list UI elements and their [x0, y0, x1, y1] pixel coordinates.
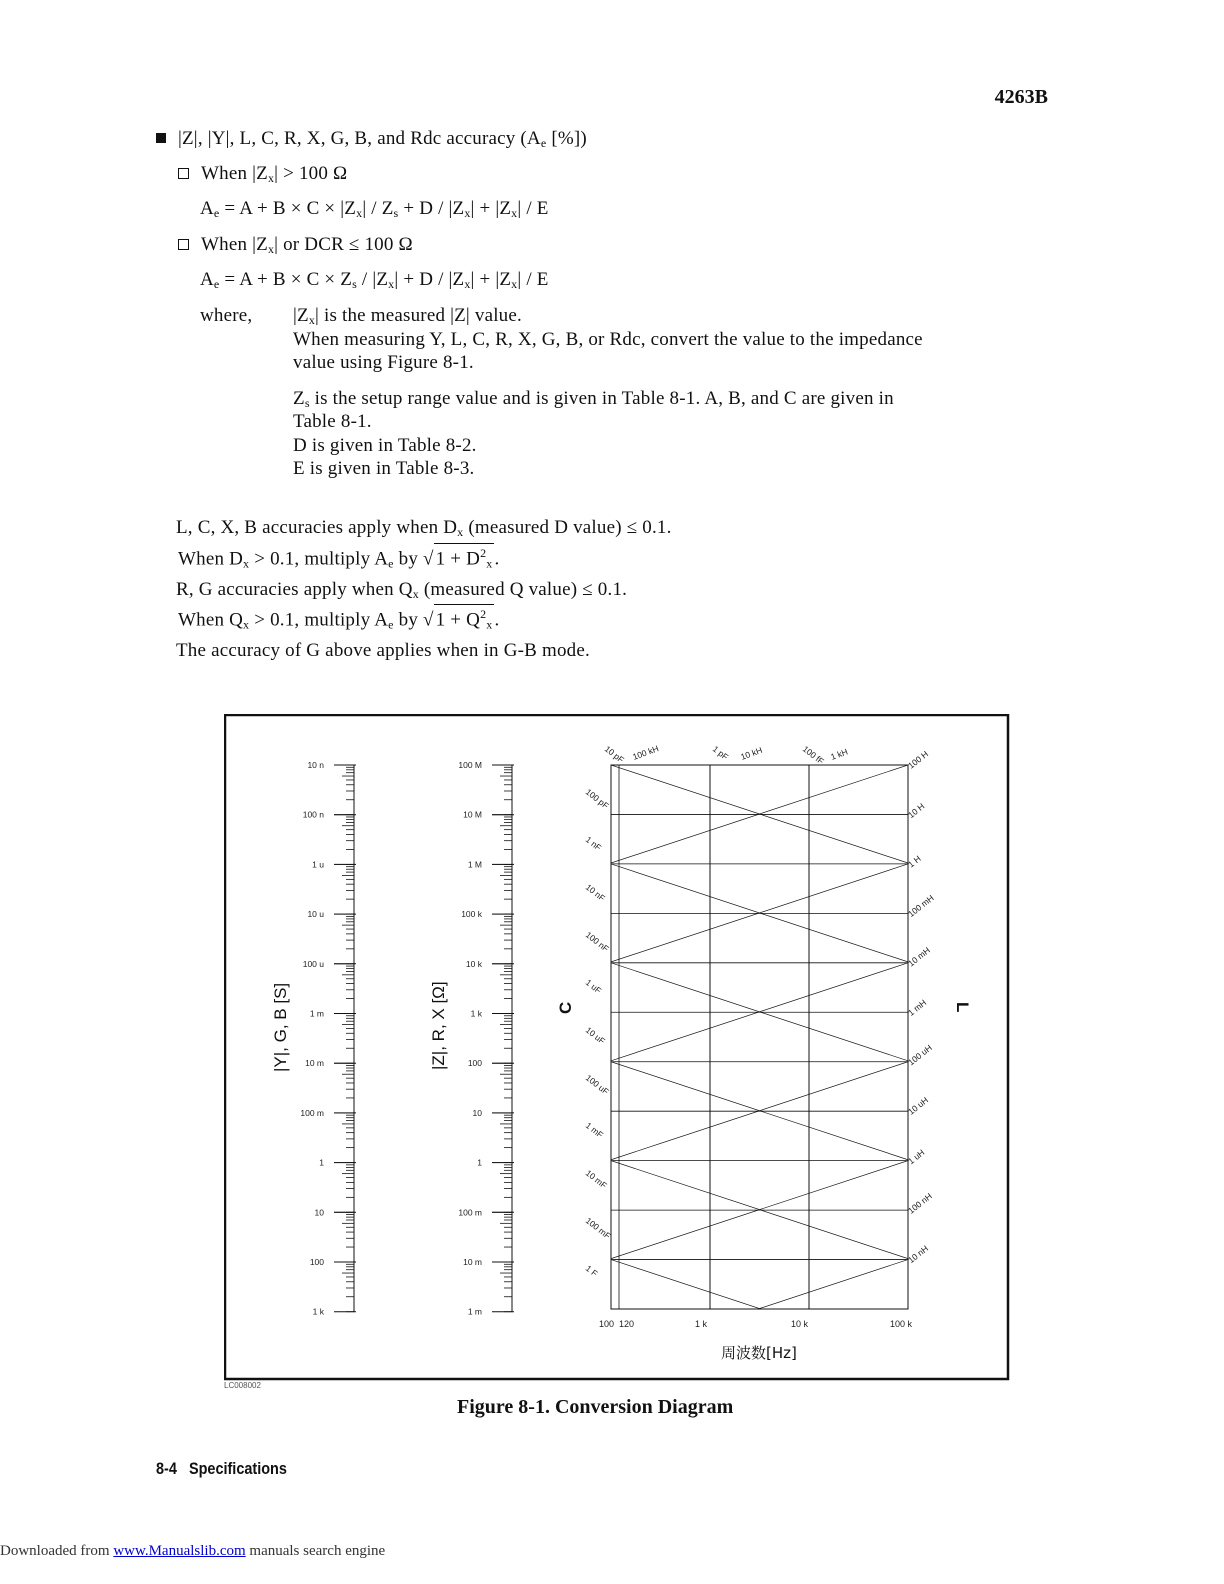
where-line-4: $Z_s$ is the setup range value and is given in Table 8-1. A, B, and C are given in	[293, 388, 894, 410]
note-d-multiply: When $D_x > 0.1$, multiply $A_e$ by √ $1 + D^2_x$ .	[178, 543, 499, 572]
where-line-1: $|Z_x|$ is the measured |Z| value.	[293, 305, 522, 327]
admittance-label: 100 m	[300, 1107, 324, 1118]
inductance-label: 100 uH	[906, 1042, 934, 1068]
sqrt-icon: √	[422, 548, 434, 570]
c-axis-label: C	[556, 1001, 575, 1014]
impedance-label: 10 M	[463, 809, 482, 820]
case-1: When $|Z_x| > 100$ Ω	[178, 163, 347, 186]
capacitance-label: 1 F	[583, 1263, 600, 1279]
admittance-scale	[300, 760, 356, 1317]
impedance-label: 10 k	[465, 958, 482, 969]
where-line-5: Table 8-1.	[293, 411, 372, 432]
where-label: where,	[200, 305, 253, 326]
inductance-label: 10 nH	[906, 1243, 931, 1266]
capacitance-label: 100 uF	[583, 1072, 611, 1097]
capacitance-label: 10 nF	[583, 881, 608, 904]
admittance-label: 1	[319, 1157, 324, 1168]
frequency-tick-label: 100 k	[890, 1319, 913, 1329]
impedance-label: 1 k	[470, 1008, 482, 1019]
frequency-tick-label: 120	[619, 1319, 635, 1329]
capacitance-top-label: 10 pF	[602, 743, 627, 765]
note-rg: R, G accuracies apply when $Q_x$ (measured Q value) ≤ 0.1.	[176, 579, 628, 601]
where-line-3: value using Figure 8-1.	[293, 352, 474, 373]
admittance-label: 10 m	[305, 1058, 324, 1069]
frequency-label: 周波数[Hz]	[721, 1344, 797, 1362]
impedance-label: 10	[472, 1107, 482, 1118]
where-line-6: D is given in Table 8-2.	[293, 435, 477, 456]
formula-1: $A_e = A + B \times C \times |Z_x| / Z_s + D / |Z_x| + |Z_x| / E$	[200, 198, 549, 220]
impedance-label: 10 m	[463, 1257, 482, 1267]
admittance-label: 100 n	[302, 809, 324, 820]
grid-frame	[611, 765, 908, 1309]
lc-grid	[584, 714, 936, 1382]
manualslib-link[interactable]: www.Manualslib.com	[113, 1543, 246, 1559]
l-axis-label: L	[953, 1002, 972, 1013]
impedance-label: 100 m	[458, 1207, 482, 1218]
admittance-label: 100	[309, 1257, 324, 1267]
conversion-diagram	[224, 714, 1010, 1382]
inductance-label: 100 nH	[906, 1190, 934, 1216]
inductance-label: 100 H	[906, 748, 931, 771]
spec-heading: |Z|, |Y|, L, C, R, X, G, B, and Rdc accuracy ($A_e$ [%])	[156, 128, 587, 151]
capacitance-label: 1 nF	[583, 834, 604, 853]
page-footer: 8-4 Specifications	[156, 1459, 287, 1478]
note-lcxb: L, C, X, B accuracies apply when $D_x$ (measured D value) ≤ 0.1.	[176, 517, 672, 539]
case-2: When $|Z_x|$ or DCR ≤ 100 Ω	[178, 234, 413, 257]
capacitance-label: 1 mF	[583, 1120, 606, 1140]
inductance-label: 1 uH	[906, 1147, 927, 1167]
frequency-tick-label: 1 k	[695, 1319, 708, 1329]
inductance-label: 1 H	[906, 853, 923, 870]
impedance-label: 100 k	[461, 909, 482, 920]
admittance-label: 10	[314, 1207, 324, 1218]
formula-2: $A_e = A + B \times C \times Z_s / |Z_x| + D / |Z_x| + |Z_x| / E$	[200, 269, 549, 291]
impedance-label: 100	[467, 1058, 482, 1069]
frequency-tick-label: 10 k	[791, 1319, 809, 1329]
inductance-label: 10 mH	[906, 945, 932, 969]
impedance-scale	[458, 760, 514, 1317]
sqrt-icon: √	[422, 609, 434, 631]
open-square-bullet-icon	[178, 168, 189, 179]
square-bullet-icon	[156, 133, 166, 143]
admittance-label: 1 u	[312, 859, 324, 870]
where-line-2: When measuring Y, L, C, R, X, G, B, or Rdc, convert the value to the impedance	[293, 329, 923, 350]
impedance-label: 100 M	[458, 760, 482, 770]
inductance-label: 10 uH	[906, 1094, 931, 1117]
capacitance-label: 100 nF	[583, 929, 611, 954]
inductance-label: 10 H	[906, 801, 927, 821]
capacitance-label: 1 uF	[583, 977, 604, 996]
inductance-label: 1 mH	[906, 997, 929, 1018]
inductance-label: 100 mH	[906, 892, 936, 919]
note-q-multiply: When $Q_x > 0.1$, multiply $A_e$ by √ $1 + Q^2_x$ .	[178, 604, 499, 633]
inductance-top-label: 1 kH	[829, 746, 850, 762]
figure-code: LC008002	[224, 1381, 261, 1390]
inductance-top-label: 100 kH	[631, 743, 660, 762]
capacitance-label: 100 mF	[583, 1215, 613, 1242]
download-footer: Downloaded from www.Manualslib.com manuals search engine	[0, 1543, 386, 1559]
y-axis-label: |Y|, G, B [S]	[271, 982, 290, 1072]
where-line-7: E is given in Table 8-3.	[293, 458, 475, 479]
z-axis-label: |Z|, R, X [Ω]	[429, 981, 448, 1070]
inductance-top-label: 10 kH	[739, 744, 764, 762]
open-square-bullet-icon	[178, 239, 189, 250]
model-number: 4263B	[994, 86, 1048, 108]
admittance-label: 1 m	[309, 1008, 324, 1019]
capacitance-label: 10 mF	[583, 1167, 609, 1191]
capacitance-top-label: 100 fF	[800, 743, 826, 767]
frequency-tick-label: 100	[599, 1319, 615, 1329]
impedance-label: 1	[477, 1157, 482, 1168]
capacitance-top-label: 1 pF	[710, 743, 731, 763]
admittance-label: 1 k	[312, 1306, 324, 1317]
admittance-label: 10 n	[307, 760, 324, 770]
diag-c	[611, 714, 908, 764]
impedance-label: 1 m	[467, 1306, 482, 1317]
note-gb-mode: The accuracy of G above applies when in G-B mode.	[176, 640, 590, 661]
impedance-label: 1 M	[467, 859, 482, 870]
figure-caption: Figure 8-1. Conversion Diagram	[457, 1396, 734, 1418]
capacitance-label: 10 uF	[583, 1024, 608, 1047]
admittance-label: 10 u	[307, 909, 324, 920]
capacitance-label: 100 pF	[583, 786, 611, 811]
diag-l	[611, 714, 908, 764]
admittance-label: 100 u	[302, 958, 324, 969]
